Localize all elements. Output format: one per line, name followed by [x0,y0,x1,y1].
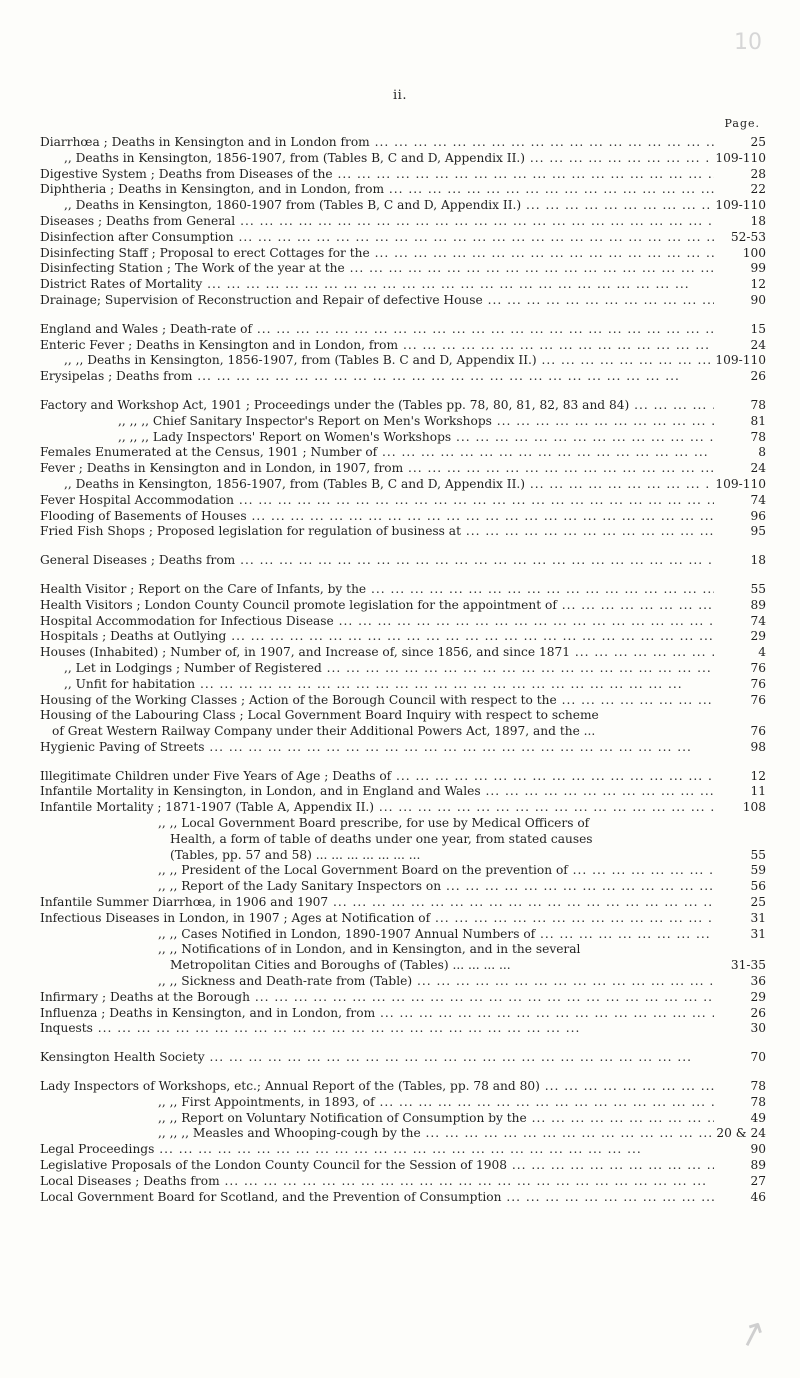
index-entry [40,1095,766,1111]
entry-page: 18 [750,553,766,568]
entry-page: 109-110 [715,198,766,213]
page-column-header: Page. [724,117,760,130]
entry-page: 74 [750,613,766,628]
entry-text: Housing of the Working Classes ; Action of the Borough Council with respect to the [40,692,557,707]
index-group-i [40,769,766,1038]
entry-page: 55 [750,847,766,862]
entry-text: Diseases ; Deaths from General [40,213,236,228]
entry-page: 98 [750,739,766,754]
entry-text: Local Diseases ; Deaths from [40,1173,220,1188]
entry-text: ,, ,, Report of the Lady Sanitary Inspectors on [158,879,442,894]
index-group-e [40,322,766,385]
entry-text: Houses (Inhabited) ; Number of, in 1907, and Increase of, since 1856, and since 1871 [40,645,570,660]
entry-page: 29 [750,989,766,1004]
index-entry [40,322,766,338]
index-group-h [40,582,766,756]
entry-page: 100 [742,245,766,260]
entry-text: Housing of the Labouring Class ; Local Government Board Inquiry with respect to scheme [40,708,599,723]
index-entry [40,974,766,990]
index-entry [40,1158,766,1174]
entry-page: 31 [750,926,766,941]
entry-page: 20 & 24 [716,1126,766,1141]
entry-page: 76 [750,724,766,739]
index-entry [40,1079,766,1095]
entry-page: 4 [758,645,766,660]
index-entry [40,151,766,167]
entry-page: 36 [750,974,766,989]
entry-text: Hospitals ; Deaths at Outlying [40,629,227,644]
entry-page: 109-110 [715,476,766,491]
index-group-l [40,1079,766,1205]
entry-page: 24 [750,337,766,352]
entry-page: 76 [750,692,766,707]
entry-text: ,, Deaths in Kensington, 1856-1907, from (Tables B, C and D, Appendix II.) [64,150,526,165]
entry-text: Influenza ; Deaths in Kensington, and in London, from [40,1005,376,1020]
entry-text: Diarrhœa ; Deaths in Kensington and in London from [40,135,370,149]
entry-text: Drainage; Supervision of Reconstruction and Repair of defective House [40,292,483,307]
index-entry [40,863,766,879]
entry-page: 15 [750,321,766,336]
index-entry [40,598,766,614]
entry-page: 26 [750,369,766,384]
entry-text: ,, ,, President of the Local Government Board on the prevention of [158,863,568,878]
index-entry [40,230,766,246]
entry-text: Fever ; Deaths in Kensington and in London, in 1907, from [40,461,404,476]
index-entry [40,461,766,477]
entry-continuation: Health, a form of table of deaths under one year, from stated causes [170,831,593,846]
index-entry [40,677,766,693]
entry-text: Infectious Diseases in London, in 1907 ; Ages at Notification of [40,910,431,925]
entry-page: 78 [750,429,766,444]
index-group-k [40,1050,766,1066]
index-entry [40,1190,766,1206]
entry-text: Hospital Accommodation for Infectious Disease [40,613,334,628]
entry-text: Illegitimate Children under Five Years of Age ; Deaths of [40,768,392,783]
entry-continuation: (Tables, pp. 57 and 58) ... ... ... ... ... ... ... [170,847,421,862]
index-group-d [40,135,766,309]
entry-text: Factory and Workshop Act, 1901 ; Proceedings under the (Tables pp. 78, 80, 81, 82, 83 and 84) [40,397,630,412]
entry-text: Local Government Board for Scotland, and the Prevention of Consumption [40,1189,502,1204]
entry-page: 90 [750,1142,766,1157]
index-entry [40,879,766,895]
entry-text: Health Visitor ; Report on the Care of Infants, by the [40,581,367,596]
entry-text: Diphtheria ; Deaths in Kensington, and in London, from [40,182,385,197]
index-entry [40,214,766,230]
entry-page: 90 [750,292,766,307]
entry-text: Hygienic Paving of Streets [40,739,205,754]
entry-text: Erysipelas ; Deaths from [40,369,193,384]
entry-text: Disinfection after Consumption [40,229,234,244]
index-entry [40,800,766,816]
index-entry [40,769,766,785]
entry-text: Fever Hospital Accommodation [40,492,234,507]
entry-text: Fried Fish Shops ; Proposed legislation for regulation of business at [40,524,461,539]
entry-page: 59 [750,863,766,878]
index-entry [40,353,766,369]
entry-page: 11 [750,784,766,799]
entry-page: 109-110 [715,150,766,165]
index-entry [40,293,766,309]
entry-text: ,, ,, ,, Chief Sanitary Inspector's Report on Men's Workshops [118,413,492,428]
entry-text: Legislative Proposals of the London County Council for the Session of 1908 [40,1158,507,1173]
entry-text: Infantile Mortality in Kensington, in London, and in England and Wales [40,784,481,799]
index-entry [40,445,766,461]
entry-text: ,, Deaths in Kensington, 1860-1907 from (Tables B, C and D, Appendix II.) [64,198,522,213]
entry-text: Infantile Mortality ; 1871-1907 (Table A, Appendix II.) [40,800,375,815]
entry-page: 74 [750,492,766,507]
page-number: ii. [393,88,407,103]
entry-page: 12 [750,277,766,292]
entry-text: Legal Proceedings [40,1142,155,1157]
entry-text: England and Wales ; Death-rate of [40,321,253,336]
entry-page: 28 [750,166,766,181]
index-entry [40,708,766,740]
entry-page: 52-53 [730,229,766,244]
entry-text: ,, ,, ,, Measles and Whooping-cough by the [158,1126,421,1141]
index-entry [40,414,766,430]
corner-pencil-mark: 10 [734,30,762,55]
index-entry [40,661,766,677]
entry-text: ,, ,, Sickness and Death-rate from (Table) [158,974,413,989]
entry-page: 24 [750,461,766,476]
entry-text: Females Enumerated at the Census, 1901 ; Number of [40,445,378,460]
entry-page: 29 [750,629,766,644]
entry-continuation: of Great Western Railway Company under their Additional Powers Act, 1897, and the ... [52,724,596,739]
entry-continuation: Metropolitan Cities and Boroughs of (Tables) ... ... ... ... [170,958,511,973]
index-entry [40,1006,766,1022]
index-entry [40,369,766,385]
entry-text: Digestive System ; Deaths from Diseases of the [40,166,333,181]
entry-text: ,, Unfit for habitation [64,676,196,691]
index-entry [40,942,766,974]
index-entry [40,784,766,800]
entry-page: 12 [750,768,766,783]
entry-page: 78 [750,1094,766,1109]
entry-page: 25 [750,135,766,149]
entry-text: District Rates of Mortality [40,277,203,292]
entry-page: 31-35 [730,958,766,973]
index-entry [40,1050,766,1066]
index-entry [40,167,766,183]
index-entry [40,477,766,493]
entry-text: Disinfecting Station ; The Work of the year at the [40,261,345,276]
entry-page: 8 [758,445,766,460]
index-entry [40,895,766,911]
index-group-f [40,398,766,540]
index-entry [40,911,766,927]
entry-page: 89 [750,1158,766,1173]
index-entry [40,261,766,277]
entry-text: Flooding of Basements of Houses [40,508,247,523]
index-entry [40,198,766,214]
entry-page: 30 [750,1021,766,1036]
index-entry [40,509,766,525]
entry-text: ,, ,, First Appointments, in 1893, of [158,1094,375,1109]
entry-page: 55 [750,581,766,596]
index-group-g [40,553,766,569]
entry-text: Disinfecting Staff ; Proposal to erect Cottages for the [40,245,370,260]
index-entry [40,582,766,598]
entry-text: ,, Let in Lodgings ; Number of Registered [64,660,322,675]
entry-text: Enteric Fever ; Deaths in Kensington and in London, from [40,337,399,352]
entry-page: 76 [750,676,766,691]
index-entry [40,740,766,756]
index-entry [40,1021,766,1037]
index-entry [40,135,766,151]
index-entry [40,629,766,645]
entry-page: 108 [742,800,766,815]
entry-page: 78 [750,397,766,412]
entry-text: ,, ,, Report on Voluntary Notification of Consumption by the [158,1110,527,1125]
index-entry [40,493,766,509]
entry-page: 78 [750,1079,766,1094]
entry-page: 76 [750,660,766,675]
entry-page: 46 [750,1189,766,1204]
index-entry [40,990,766,1006]
index-list [40,135,766,1218]
index-entry [40,246,766,262]
index-entry [40,182,766,198]
entry-page: 95 [750,524,766,539]
index-entry [40,1126,766,1142]
handwritten-mark: ↗ [732,1310,772,1358]
entry-page: 56 [750,879,766,894]
entry-page: 89 [750,597,766,612]
entry-page: 109-110 [715,353,766,368]
entry-page: 49 [750,1110,766,1125]
entry-page: 18 [750,213,766,228]
index-entry [40,1174,766,1190]
entry-text: General Diseases ; Deaths from [40,553,236,568]
entry-page: 81 [750,413,766,428]
entry-page: 70 [750,1050,766,1065]
entry-text: Inquests [40,1021,93,1036]
index-entry [40,398,766,414]
index-entry [40,816,766,863]
entry-text: ,, ,, Local Government Board prescribe, for use by Medical Officers of [158,816,590,831]
entry-text: ,, ,, Deaths in Kensington, 1856-1907, from (Tables B. C and D, Appendix II.) [64,353,537,368]
entry-page: 27 [750,1173,766,1188]
entry-text: Infirmary ; Deaths at the Borough [40,989,250,1004]
index-entry [40,693,766,709]
entry-text: Infantile Summer Diarrhœa, in 1906 and 1907 [40,895,329,910]
index-entry [40,614,766,630]
entry-page: 31 [750,910,766,925]
entry-text: ,, ,, Cases Notified in London, 1890-1907 Annual Numbers of [158,926,536,941]
index-entry [40,524,766,540]
index-entry [40,927,766,943]
entry-page: 99 [750,261,766,276]
index-entry [40,338,766,354]
index-entry [40,277,766,293]
entry-text: Lady Inspectors of Workshops, etc.; Annual Report of the (Tables, pp. 78 and 80) [40,1079,540,1094]
entry-text: ,, ,, ,, Lady Inspectors' Report on Women's Workshops [118,429,452,444]
entry-text: Kensington Health Society [40,1050,205,1065]
entry-text: Health Visitors ; London County Council promote legislation for the appointment of [40,597,557,612]
index-entry [40,430,766,446]
index-entry [40,553,766,569]
entry-page: 96 [750,508,766,523]
entry-page: 25 [750,895,766,910]
entry-text: ,, ,, Notifications of in London, and in Kensington, and in the several [158,942,581,957]
entry-text: ,, Deaths in Kensington, 1856-1907, from (Tables B, C and D, Appendix II.) [64,476,526,491]
entry-page: 26 [750,1005,766,1020]
index-entry [40,1142,766,1158]
entry-page: 22 [750,182,766,197]
index-entry [40,1111,766,1127]
index-entry [40,645,766,661]
